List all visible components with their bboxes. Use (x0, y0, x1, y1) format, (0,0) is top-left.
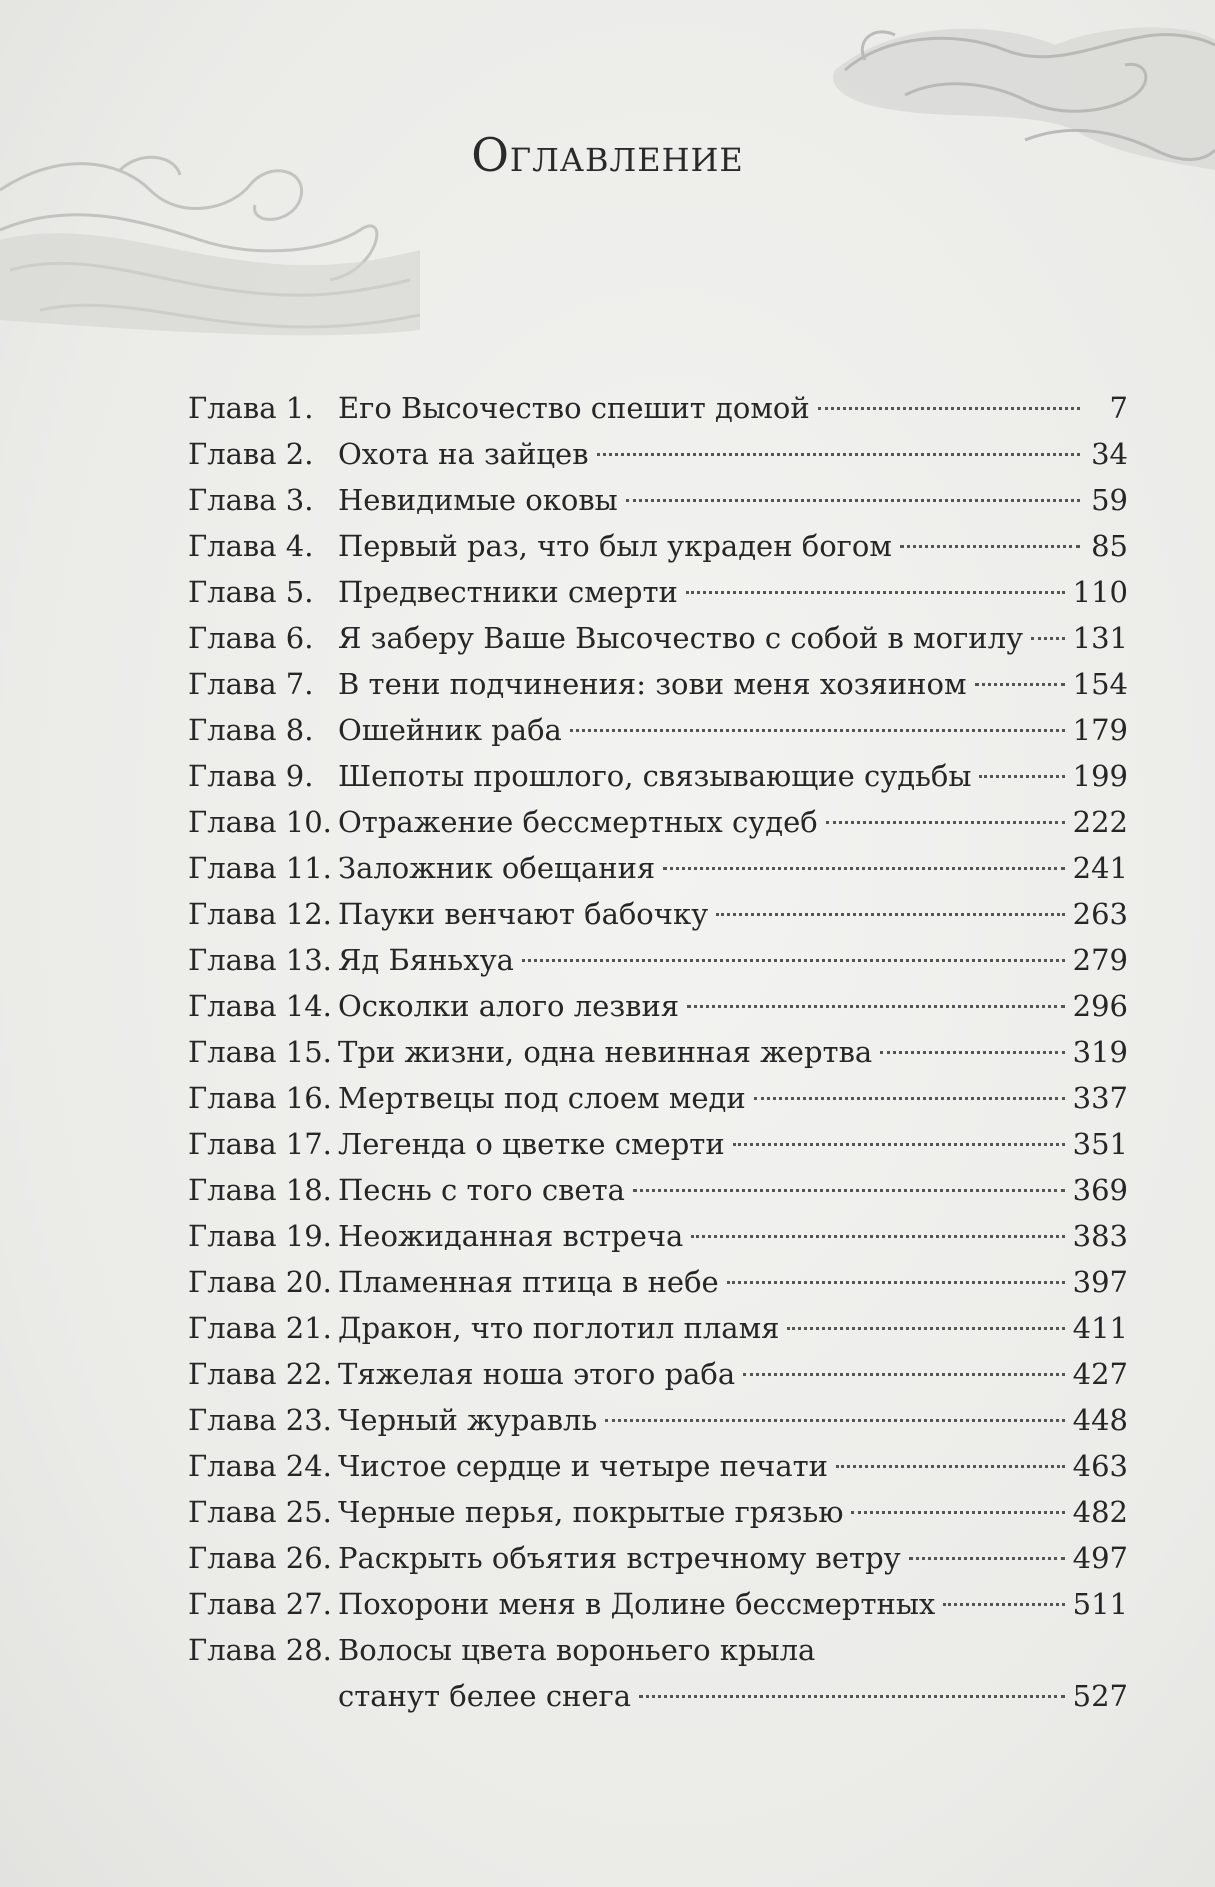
page-number: 34 (1091, 437, 1128, 471)
page-number: 397 (1072, 1265, 1128, 1299)
dot-leader (691, 1235, 1064, 1238)
chapter-number: Глава 4. (188, 529, 314, 563)
chapter-number: Глава 23. (188, 1403, 332, 1437)
page-number: 296 (1072, 989, 1128, 1023)
dot-leader (605, 1419, 1064, 1422)
toc-row (188, 1259, 1128, 1305)
toc-row (188, 845, 1128, 891)
chapter-title: Шепоты прошлого, связывающие судьбы (338, 759, 972, 793)
toc-row (188, 523, 1128, 569)
chapter-number: Глава 16. (188, 1081, 332, 1115)
toc-row (188, 615, 1128, 661)
chapter-number: Глава 25. (188, 1495, 332, 1529)
page-number: 7 (1109, 391, 1128, 425)
page-number: 241 (1072, 851, 1128, 885)
toc-row (188, 1305, 1128, 1351)
toc-row (188, 799, 1128, 845)
chapter-title: Легенда о цветке смерти (338, 1127, 725, 1161)
toc-row (188, 937, 1128, 983)
dot-leader (1031, 637, 1065, 640)
toc-row (188, 707, 1128, 753)
toc-row (188, 1351, 1128, 1397)
chapter-title: Ошейник раба (338, 713, 562, 747)
page-number: 497 (1072, 1541, 1128, 1575)
toc-row (188, 385, 1128, 431)
toc-row (188, 1535, 1128, 1581)
toc-row (188, 753, 1128, 799)
toc-row (188, 983, 1128, 1029)
chapter-number: Глава 13. (188, 943, 332, 977)
dot-leader (818, 407, 1080, 410)
chapter-title: Черный журавль (338, 1403, 598, 1437)
chapter-number: Глава 22. (188, 1357, 332, 1391)
chapter-title-line2: станут белее снега (338, 1679, 632, 1713)
dot-leader (975, 683, 1065, 686)
toc-row (188, 477, 1128, 523)
dot-leader (716, 913, 1065, 916)
chapter-title: В тени подчинения: зови меня хозяином (338, 667, 967, 701)
chapter-title: Чистое сердце и четыре печати (338, 1449, 828, 1483)
page-number: 110 (1072, 575, 1128, 609)
dot-leader (979, 775, 1064, 778)
toc-row (188, 1167, 1128, 1213)
chapter-number: Глава 10. (188, 805, 332, 839)
toc-row (188, 569, 1128, 615)
toc-row (188, 1489, 1128, 1535)
chapter-title: Я заберу Ваше Высочество с собой в могилу (338, 621, 1024, 655)
table-of-contents (188, 385, 1128, 1723)
chapter-title: Первый раз, что был украден богом (338, 529, 892, 563)
chapter-number: Глава 15. (188, 1035, 332, 1069)
page-number: 527 (1072, 1679, 1128, 1713)
dot-leader (639, 1695, 1065, 1698)
page-number: 411 (1072, 1311, 1128, 1345)
dot-leader (743, 1373, 1064, 1376)
chapter-title: Осколки алого лезвия (338, 989, 680, 1023)
chapter-title: Тяжелая ноша этого раба (338, 1357, 736, 1391)
page-number: 369 (1072, 1173, 1128, 1207)
dot-leader (754, 1097, 1065, 1100)
chapter-title: Его Высочество спешит домой (338, 391, 810, 425)
chapter-number: Глава 24. (188, 1449, 332, 1483)
page-number: 263 (1072, 897, 1128, 931)
chapter-number: Глава 12. (188, 897, 332, 931)
toc-row (188, 1443, 1128, 1489)
toc-row (188, 1075, 1128, 1121)
chapter-number: Глава 21. (188, 1311, 332, 1345)
chapter-title-line1: Волосы цвета вороньего крыла (338, 1633, 816, 1667)
dot-leader (787, 1327, 1064, 1330)
page-number: 511 (1072, 1587, 1128, 1621)
dot-leader (633, 1189, 1065, 1192)
chapter-number: Глава 7. (188, 667, 314, 701)
dot-leader (522, 959, 1065, 962)
dot-leader (687, 1005, 1065, 1008)
dot-leader (597, 453, 1080, 456)
toc-row (188, 431, 1128, 477)
page-number: 85 (1091, 529, 1128, 563)
page-number: 279 (1072, 943, 1128, 977)
dot-leader (851, 1511, 1064, 1514)
toc-row (188, 1029, 1128, 1075)
toc-row (188, 661, 1128, 707)
dot-leader (663, 867, 1064, 870)
chapter-title: Невидимые оковы (338, 483, 618, 517)
dot-leader (909, 1557, 1065, 1560)
page-number: 463 (1072, 1449, 1128, 1483)
chapter-number: Глава 6. (188, 621, 314, 655)
chapter-number: Глава 19. (188, 1219, 332, 1253)
chapter-number: Глава 18. (188, 1173, 332, 1207)
chapter-number: Глава 1. (188, 391, 314, 425)
chapter-title: Мертвецы под слоем меди (338, 1081, 746, 1115)
chapter-title: Пауки венчают бабочку (338, 897, 709, 931)
chapter-title: Три жизни, одна невинная жертва (338, 1035, 873, 1069)
page-number: 482 (1072, 1495, 1128, 1529)
toc-row (188, 1213, 1128, 1259)
dot-leader (570, 729, 1065, 732)
chapter-number: Глава 5. (188, 575, 314, 609)
page-number: 448 (1072, 1403, 1128, 1437)
chapter-number: Глава 17. (188, 1127, 332, 1161)
chapter-number: Глава 26. (188, 1541, 332, 1575)
page-number: 131 (1072, 621, 1128, 655)
chapter-number: Глава 8. (188, 713, 314, 747)
page-number: 319 (1072, 1035, 1128, 1069)
chapter-number: Глава 3. (188, 483, 314, 517)
toc-row (188, 1627, 1128, 1723)
chapter-title: Черные перья, покрытые грязью (338, 1495, 844, 1529)
chapter-number: Глава 27. (188, 1587, 332, 1621)
dot-leader (880, 1051, 1064, 1054)
chapter-number: Глава 14. (188, 989, 332, 1023)
toc-row (188, 891, 1128, 937)
dot-leader (943, 1603, 1064, 1606)
dot-leader (626, 499, 1080, 502)
chapter-title: Яд Бяньхуа (338, 943, 514, 977)
page-number: 154 (1072, 667, 1128, 701)
chapter-title: Раскрыть объятия встречному ветру (338, 1541, 901, 1575)
dot-leader (900, 545, 1080, 548)
chapter-title: Охота на зайцев (338, 437, 589, 471)
page-number: 59 (1091, 483, 1128, 517)
chapter-number: Глава 11. (188, 851, 332, 885)
chapter-title: Отражение бессмертных судеб (338, 805, 818, 839)
page-number: 222 (1072, 805, 1128, 839)
toc-row (188, 1121, 1128, 1167)
chapter-title: Предвестники смерти (338, 575, 678, 609)
page-number: 427 (1072, 1357, 1128, 1391)
page-number: 199 (1072, 759, 1128, 793)
dot-leader (686, 591, 1065, 594)
dot-leader (733, 1143, 1065, 1146)
dot-leader (727, 1281, 1065, 1284)
chapter-number: Глава 2. (188, 437, 314, 471)
chapter-number: Глава 28. (188, 1633, 332, 1667)
toc-row (188, 1397, 1128, 1443)
dot-leader (826, 821, 1065, 824)
chapter-title: Дракон, что поглотил пламя (338, 1311, 780, 1345)
page-title: Оглавление (471, 128, 744, 182)
chapter-title: Песнь с того света (338, 1173, 625, 1207)
chapter-title: Похорони меня в Долине бессмертных (338, 1587, 936, 1621)
page-number: 351 (1072, 1127, 1128, 1161)
page-number: 179 (1072, 713, 1128, 747)
dot-leader (836, 1465, 1065, 1468)
page-number: 383 (1072, 1219, 1128, 1253)
toc-row (188, 1581, 1128, 1627)
page-number: 337 (1072, 1081, 1128, 1115)
chapter-title: Пламенная птица в небе (338, 1265, 719, 1299)
chapter-number: Глава 9. (188, 759, 314, 793)
chapter-number: Глава 20. (188, 1265, 332, 1299)
chapter-title: Заложник обещания (338, 851, 656, 885)
chapter-title: Неожиданная встреча (338, 1219, 684, 1253)
